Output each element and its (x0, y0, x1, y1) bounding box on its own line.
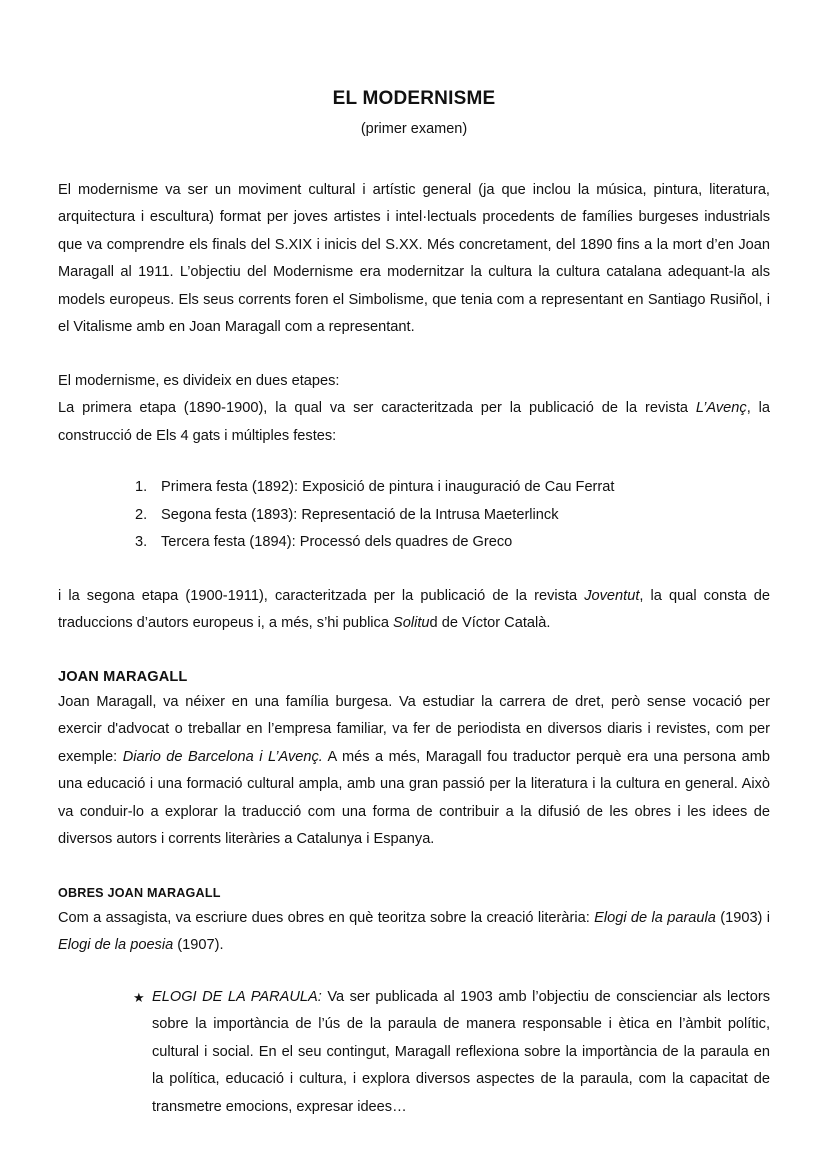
list-item (135, 529, 770, 557)
section-heading-joan-maragall: JOAN MARAGALL (58, 668, 188, 685)
page-subtitle: (primer examen) (360, 120, 468, 137)
festes-list (58, 474, 770, 557)
section-heading-obres-joan-maragall: OBRES JOAN MARAGALL (58, 885, 221, 900)
revista-lavenc-title: L’Avenç (695, 400, 747, 417)
intro-paragraph (58, 177, 770, 342)
title-block (58, 0, 770, 139)
list-item (135, 502, 770, 530)
primera-etapa-paragraph (58, 395, 770, 450)
obra-elogi-paraula-title: Elogi de la paraula (594, 909, 716, 926)
bullet-text: Va ser publicada al 1903 amb l’objectiu de conscienciar als lectors sobre la importància de l’ús de la paraula de manera responsable i ètica en l’àmbit polític, cultural i social. En el seu contingut, Maragall reflexiona sobre la importància de la paraula en la política, educació i cultura, i explora diversos aspectes de la paraula, com la capacitat de transmetre emocions, expresar idees… (152, 988, 770, 1115)
obres-text-pre: Com a assagista, va escriure dues obres en què teoritza sobre la creació literària: (58, 909, 595, 926)
segona-etapa-text-post: d de Víctor Català. (429, 615, 551, 632)
etapes-lead-text: El modernisme, es divideix en dues etapes: (58, 372, 340, 389)
revista-joventut-title: Joventut (584, 587, 640, 604)
list-item (133, 984, 770, 1122)
obres-text-post: (1907). (173, 937, 224, 954)
obra-solitud-title: Solitu (393, 615, 430, 632)
list-item (135, 474, 770, 502)
segona-etapa-paragraph (58, 583, 770, 638)
obres-paragraph (58, 905, 770, 960)
festa-label: Primera festa (1892): Exposició de pintura i inauguració de Cau Ferrat (161, 479, 615, 496)
diaris-titles: Diario de Barcelona i L’Avenç. (122, 748, 323, 765)
primera-etapa-text-post: , la construcció de Els 4 gats i múltiples festes: (58, 400, 770, 444)
segona-etapa-text-mid: , la qual consta de traduccions d’autors europeus i, a més, s’hi publica (58, 587, 771, 632)
maragall-text-post: A més a més, Maragall fou traductor perquè era una persona amb una educació i una formació cultural ampla, amb una gran passió per la literatura i la cultura en general. Això va conduir-lo a explorar la traducció com una forma de contribuir a la difusió de les obres i les idees de diversos autors i corrents literàries a Catalunya i Espanya. (58, 748, 770, 848)
obres-text-mid: (1903) i (715, 909, 770, 926)
festa-label: Tercera festa (1894): Processó dels quadres de Greco (161, 534, 513, 551)
intro-text: El modernisme va ser un moviment cultural i artístic general (ja que inclou la música, pintura, literatura, arquitectura i escultura) format per joves artistes i intel·lectuals procedents de famílies burgeses industrials que va comprendre els finals del S.XIX i inicis del S.XX. Més concretament, del 1890 fins a la mort d’en Joan Maragall al 1911. L’objectiu del Modernisme era modernitzar la cultura la cultura catalana adequant-la als models europeus. Els seus corrents foren el Simbolisme, que tenia com a representant en Santiago Rusiñol, i el Vitalisme amb en Joan Maragall com a representant. (58, 181, 770, 336)
obra-elogi-poesia-title: Elogi de la poesia (58, 937, 174, 954)
primera-etapa-text-pre: La primera etapa (1890-1900), la qual va ser caracteritzada per la publicació de la revista (58, 400, 696, 417)
bullet-title: ELOGI DE LA PARAULA: (152, 988, 322, 1005)
segona-etapa-text-pre: i la segona etapa (1900-1911), caracteritzada per la publicació de la revista (58, 587, 585, 604)
maragall-text-pre: Joan Maragall, va néixer en una família burgesa. Va estudiar la carrera de dret, però sense vocació per exercir d'advocat o treballar en l’empresa familiar, va fer de periodista en diversos diaris i revistes, com per exemple: (58, 693, 770, 765)
obres-bullet-list (58, 984, 770, 1122)
etapes-lead (58, 368, 770, 396)
maragall-paragraph (58, 689, 770, 854)
festa-label: Segona festa (1893): Representació de la Intrusa Maeterlinck (161, 506, 559, 523)
page-title: EL MODERNISME (332, 88, 496, 109)
